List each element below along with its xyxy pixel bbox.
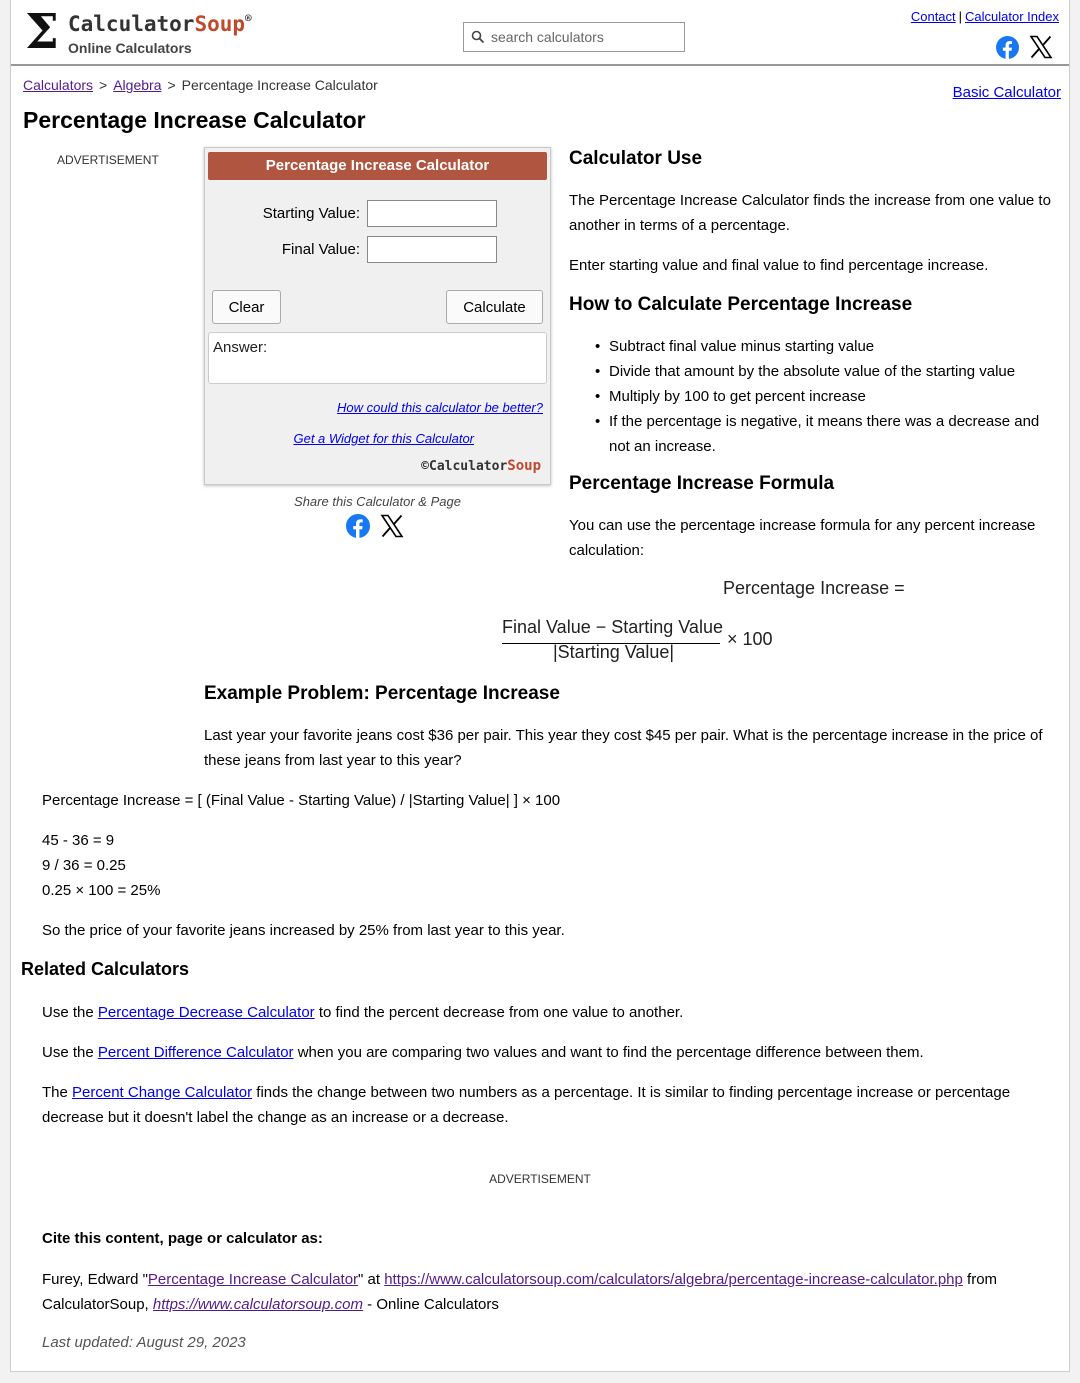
- list-item: • Multiply by 100 to get percent increase: [593, 384, 1063, 409]
- starting-value-row: [205, 200, 550, 228]
- example-problem-text: Last year your favorite jeans cost $36 per pair. This year they cost $45 per pair. What is the percentage increase in the price of these jeans from last year to this year?: [204, 727, 1043, 769]
- related-text: to find the percent decrease from one value to another.: [314, 1004, 684, 1021]
- example-step: 0.25 × 100 = 25%: [42, 882, 161, 899]
- contact-link[interactable]: Contact: [910, 9, 956, 24]
- cite-title-link[interactable]: Percentage Increase Calculator: [147, 1271, 359, 1288]
- how-to-steps: [593, 334, 1063, 459]
- cite-text: [42, 1267, 1052, 1317]
- search-input[interactable]: [491, 27, 679, 47]
- related-text: The: [42, 1084, 73, 1101]
- example-step: 45 - 36 = 9: [42, 832, 115, 849]
- cite-url-link[interactable]: https://www.calculatorsoup.com/calculators/algebra/percentage-increase-calculator.php: [384, 1271, 963, 1288]
- answer-box: [208, 332, 547, 384]
- cite-home-link[interactable]: https://www.calculatorsoup.com: [152, 1296, 363, 1313]
- cite-heading: Cite this content, page or calculator as:: [42, 1230, 323, 1247]
- calculatorsoup-watermark: [421, 458, 541, 474]
- cite-author: Furey, Edward ": [42, 1271, 148, 1288]
- cite-text-mid: " at: [358, 1271, 385, 1288]
- page-title: Percentage Increase Calculator: [23, 107, 366, 133]
- link-separator: |: [958, 9, 963, 24]
- starting-value-label: Starting Value:: [262, 205, 360, 222]
- breadcrumb-separator: >: [167, 77, 176, 93]
- example-formula-line: Percentage Increase = [ (Final Value - Starting Value) / |Starting Value| ] × 100: [42, 792, 561, 809]
- last-updated: Last updated: August 29, 2023: [42, 1334, 246, 1351]
- related-text: Use the: [42, 1044, 98, 1061]
- breadcrumb: [23, 77, 378, 93]
- improve-calculator-link[interactable]: How could this calculator be better?: [337, 400, 543, 415]
- calculator-title: Percentage Increase Calculator: [208, 152, 547, 180]
- formula-multiplier: × 100: [727, 629, 773, 649]
- calculator-use-text-1: The Percentage Increase Calculator finds the increase from one value to another in terms of a percentage.: [569, 192, 1051, 234]
- answer-label: Answer:: [213, 339, 268, 356]
- site-logo[interactable]: [68, 12, 252, 36]
- copyright-symbol: ©: [421, 459, 429, 474]
- example-step: 9 / 36 = 0.25: [42, 857, 126, 874]
- share-icons: [346, 514, 404, 538]
- get-widget-link[interactable]: Get a Widget for this Calculator: [293, 431, 474, 446]
- example-conclusion: So the price of your favorite jeans increased by 25% from last year to this year.: [42, 922, 565, 939]
- list-item: • Divide that amount by the absolute value of the starting value: [593, 359, 1063, 384]
- starting-value-input[interactable]: [367, 200, 497, 227]
- calculator-use-text-2: Enter starting value and final value to find percentage increase.: [569, 257, 989, 274]
- example-heading: Example Problem: Percentage Increase: [204, 683, 560, 704]
- top-links: [911, 9, 1059, 24]
- calculate-button[interactable]: Calculate: [446, 290, 543, 324]
- cite-text-end: - Online Calculators: [363, 1296, 499, 1313]
- formula-numerator: Final Value − Starting Value: [502, 617, 723, 637]
- logo-name-part-b: Soup: [194, 12, 246, 36]
- formula-label: Percentage Increase =: [723, 578, 905, 598]
- logo-name-part-a: Calculator: [68, 12, 195, 36]
- percent-change-link[interactable]: Percent Change Calculator: [72, 1084, 253, 1101]
- logo-registered-mark: ®: [245, 12, 252, 25]
- how-to-heading: How to Calculate Percentage Increase: [569, 294, 913, 315]
- basic-calculator-link[interactable]: Basic Calculator: [952, 84, 1061, 101]
- site-header: [11, 0, 1069, 66]
- related-item-1: [42, 1000, 1052, 1025]
- related-text: Use the: [42, 1004, 98, 1021]
- header-social: [996, 35, 1053, 59]
- percentage-decrease-link[interactable]: Percentage Decrease Calculator: [97, 1004, 315, 1021]
- watermark-part-b: Soup: [507, 458, 541, 474]
- formula-heading: Percentage Increase Formula: [569, 473, 835, 494]
- logo-subtitle: Online Calculators: [68, 40, 192, 56]
- logo-sigma-icon[interactable]: Σ: [25, 4, 59, 60]
- related-text: when you are comparing two values and want to find the percentage difference between them.: [293, 1044, 924, 1061]
- final-value-label: Final Value:: [281, 241, 360, 258]
- page-container: [10, 0, 1070, 1372]
- clear-button[interactable]: Clear: [212, 290, 281, 324]
- breadcrumb-current: Percentage Increase Calculator: [181, 77, 378, 93]
- breadcrumb-separator: >: [99, 77, 108, 93]
- related-item-3: [42, 1080, 1052, 1130]
- share-text: Share this Calculator & Page: [294, 494, 461, 509]
- facebook-icon[interactable]: [996, 36, 1019, 59]
- example-steps: [42, 828, 160, 903]
- related-text: finds the change between two numbers as a percentage. It is similar to finding percentage increase or percentage decrease but it doesn't label the change as an increase or a decrease.: [42, 1084, 1011, 1126]
- calculator-use-heading: Calculator Use: [569, 148, 703, 169]
- breadcrumb-calculators[interactable]: Calculators: [23, 77, 94, 93]
- calculator-index-link[interactable]: Calculator Index: [965, 9, 1059, 24]
- facebook-icon[interactable]: [346, 514, 370, 538]
- breadcrumb-algebra[interactable]: Algebra: [113, 77, 162, 93]
- related-calculators-heading: Related Calculators: [21, 959, 190, 979]
- x-twitter-icon[interactable]: [380, 514, 404, 538]
- list-item: • If the percentage is negative, it means there was a decrease and not an increase.: [593, 409, 1063, 459]
- list-item: • Subtract final value minus starting value: [593, 334, 1063, 359]
- percent-difference-link[interactable]: Percent Difference Calculator: [97, 1044, 294, 1061]
- related-item-2: [42, 1040, 1052, 1065]
- formula-intro-text: You can use the percentage increase formula for any percent increase calculation:: [569, 517, 1036, 559]
- search-icon: [471, 30, 485, 44]
- advertisement-label: ADVERTISEMENT: [57, 153, 159, 167]
- watermark-part-a: Calculator: [429, 459, 508, 474]
- cite-text-post: from CalculatorSoup,: [42, 1271, 998, 1313]
- search-box[interactable]: [463, 22, 685, 52]
- final-value-input[interactable]: [367, 236, 497, 263]
- final-value-row: [205, 236, 550, 264]
- x-twitter-icon[interactable]: [1029, 35, 1053, 59]
- calculator-widget: [204, 147, 551, 485]
- advertisement-label: ADVERTISEMENT: [489, 1172, 591, 1186]
- formula-denominator: |Starting Value|: [553, 642, 675, 662]
